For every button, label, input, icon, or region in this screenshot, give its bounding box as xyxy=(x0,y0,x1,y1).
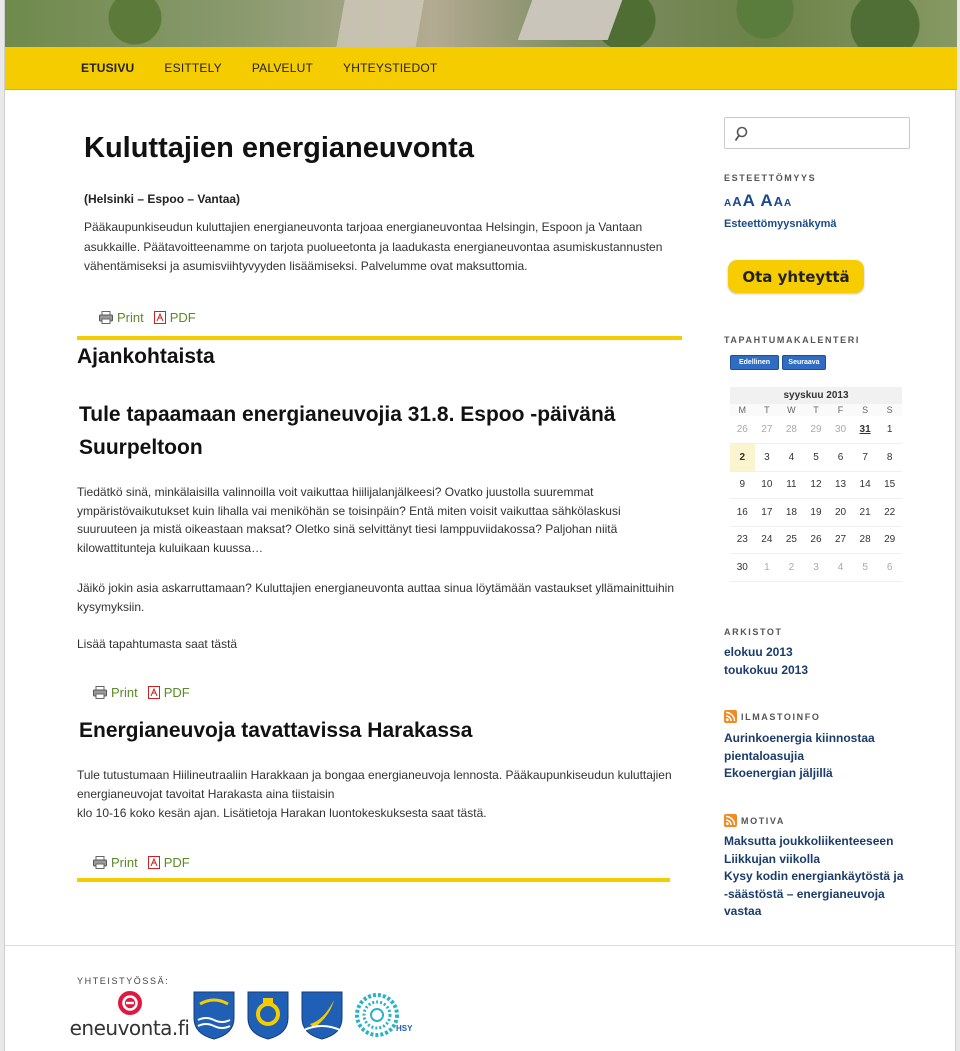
post-2-paragraph-2: klo 10-16 koko kesän ajan. Lisätietoja Harakan luontokeskuksesta saat tästä. xyxy=(77,806,487,820)
helsinki-crest-icon[interactable] xyxy=(192,990,236,1040)
ilmastoinfo-feed xyxy=(724,730,909,783)
archive-link[interactable]: elokuu 2013 xyxy=(724,645,793,659)
pdf-link[interactable] xyxy=(154,310,196,325)
calendar-day-link[interactable]: 31 xyxy=(853,416,878,444)
calendar-day: 14 xyxy=(853,471,878,499)
motiva-feed-title xyxy=(724,814,785,827)
print-label: Print xyxy=(111,685,138,700)
calendar-day: 13 xyxy=(828,471,853,499)
pdf-icon xyxy=(148,856,160,869)
calendar-day: 12 xyxy=(804,471,829,499)
font-size-small[interactable]: A xyxy=(724,198,732,209)
spacing-medium[interactable]: A xyxy=(773,194,784,209)
nav-item-yhteystiedot[interactable]: YHTEYSTIEDOT xyxy=(343,61,438,75)
search-icon xyxy=(734,126,748,142)
motiva-feed xyxy=(724,833,909,921)
partner-logos xyxy=(69,990,418,1040)
calendar-weekday: W xyxy=(779,404,804,416)
calendar-day: 21 xyxy=(853,499,878,527)
feed-item[interactable]: Aurinkoenergia kiinnostaa pientaloasujia xyxy=(724,731,875,763)
calendar-weekday: S xyxy=(877,404,902,416)
calendar-day: 10 xyxy=(755,471,780,499)
calendar-day: 3 xyxy=(755,444,780,472)
contact-button[interactable]: Ota yhteyttä xyxy=(728,260,864,293)
pdf-label: PDF xyxy=(163,685,190,700)
calendar-day: 28 xyxy=(853,526,878,554)
calendar-day: 17 xyxy=(755,499,780,527)
post-1-more-link[interactable]: Lisää tapahtumasta saat tästä xyxy=(77,637,238,651)
calendar-day: 27 xyxy=(828,526,853,554)
archive-link[interactable]: toukokuu 2013 xyxy=(724,662,809,677)
calendar-day: 4 xyxy=(828,554,853,582)
search-input[interactable] xyxy=(724,117,910,149)
post-2-paragraph-1: Tule tutustumaan Hiilineutraaliin Harakkaan ja bongaa energianeuvoja lennosta. Pääkaupunkiseudun kuluttajien energianeuvojat tavoitat Harakasta aina tiistaisin xyxy=(77,768,672,801)
page-subtitle: (Helsinki – Espoo – Vantaa) xyxy=(84,192,241,206)
calendar-day: 29 xyxy=(804,416,829,444)
pdf-label: PDF xyxy=(163,855,190,870)
page xyxy=(4,0,956,1051)
hsy-logo[interactable] xyxy=(354,990,418,1040)
vantaa-crest-icon[interactable] xyxy=(300,990,344,1040)
nav-item-etusivu[interactable]: ETUSIVU xyxy=(81,61,135,75)
event-calendar-title: TAPAHTUMAKALENTERI xyxy=(724,335,860,345)
accessibility-title: ESTEETTÖMYYS xyxy=(724,173,817,183)
calendar-day: 28 xyxy=(779,416,804,444)
rss-icon xyxy=(724,710,737,723)
calendar-day: 9 xyxy=(730,471,755,499)
calendar-day: 11 xyxy=(779,471,804,499)
ilmastoinfo-label[interactable]: ILMASTOINFO xyxy=(741,711,821,722)
calendar-week xyxy=(730,444,902,472)
print-icon xyxy=(93,856,107,869)
header-roof xyxy=(518,0,623,40)
calendar-next-button[interactable]: Seuraava xyxy=(782,355,826,370)
motiva-label[interactable]: MOTIVA xyxy=(741,815,785,826)
calendar-day: 23 xyxy=(730,526,755,554)
calendar-day: 2 xyxy=(730,444,755,472)
calendar-day: 30 xyxy=(730,554,755,582)
main-navigation xyxy=(5,47,957,90)
calendar-day: 26 xyxy=(730,416,755,444)
print-link[interactable] xyxy=(93,685,138,700)
section-divider xyxy=(77,336,682,340)
pdf-link[interactable] xyxy=(148,685,190,700)
eneuvonta-logo[interactable] xyxy=(69,990,190,1040)
calendar-day: 1 xyxy=(755,554,780,582)
calendar-day: 26 xyxy=(804,526,829,554)
post-title-2[interactable]: Energianeuvoja tavattavissa Harakassa xyxy=(79,719,473,742)
calendar-day: 29 xyxy=(877,526,902,554)
calendar-weekday: F xyxy=(828,404,853,416)
calendar-weekday: T xyxy=(755,404,780,416)
pdf-label: PDF xyxy=(169,310,196,325)
calendar-day: 20 xyxy=(828,499,853,527)
espoo-crest-icon[interactable] xyxy=(246,990,290,1040)
eneuvonta-wordmark: eneuvonta.fi xyxy=(69,1016,190,1040)
post-1-paragraph-1: Tiedätkö sinä, minkälaisilla valinnoilla voit vaikuttaa hiilijalanjälkeesi? Ovatko juustolla suuremmat ympäristövaikutukset kuin lihalla vai meniköhän se toisinpäin? Entä miten voisit vaikuttaa sähkölaskusi suuruuteen ja mistä oikeastaan maksat? Oletko sinä selvittänyt tiesi lamppuviidakossa? Paljohan niitä kilowattitunteja kuluikaan kuussa… xyxy=(77,485,621,555)
calendar-day: 3 xyxy=(804,554,829,582)
post-1-tools xyxy=(93,685,190,700)
accessibility-view-link[interactable]: Esteettömyysnäkymä xyxy=(724,218,837,230)
nav-item-esittely[interactable]: ESITTELY xyxy=(164,61,222,75)
ilmastoinfo-feed-title xyxy=(724,710,820,723)
print-label: Print xyxy=(117,310,144,325)
calendar-month: syyskuu 2013 xyxy=(730,387,902,404)
calendar-day: 6 xyxy=(828,444,853,472)
post-1-paragraph-2: Jäikö jokin asia askarruttamaan? Kuluttajien energianeuvonta auttaa sinua löytämään vastaukset yllämainittuihin kysymyksiin. xyxy=(77,581,675,614)
eneuvonta-e-icon xyxy=(117,990,143,1016)
post-2-tools xyxy=(93,855,190,870)
partners-title: YHTEISTYÖSSÄ: xyxy=(77,976,170,986)
calendar-day: 30 xyxy=(828,416,853,444)
calendar-weekday: S xyxy=(853,404,878,416)
font-size-medium[interactable]: A xyxy=(732,194,742,209)
calendar-day: 25 xyxy=(779,526,804,554)
header-road xyxy=(305,0,495,47)
post-divider xyxy=(77,878,670,882)
font-size-switcher xyxy=(724,191,792,211)
font-size-large[interactable]: A xyxy=(742,191,755,210)
pdf-icon xyxy=(148,686,160,699)
calendar-week xyxy=(730,416,902,444)
calendar-day: 24 xyxy=(755,526,780,554)
calendar-weekday: T xyxy=(804,404,829,416)
hsy-label: HSY xyxy=(396,1024,413,1033)
page-title: Kuluttajien energianeuvonta xyxy=(84,132,474,164)
feed-item[interactable]: Liikkujan viikolla xyxy=(724,851,821,866)
section-title: Ajankohtaista xyxy=(77,345,215,368)
calendar-day: 5 xyxy=(853,554,878,582)
print-link[interactable] xyxy=(99,310,144,325)
calendar-day: 15 xyxy=(877,471,902,499)
calendar-day: 27 xyxy=(755,416,780,444)
feed-item[interactable]: Ekoenergian jäljillä xyxy=(724,766,833,780)
intro-text: Pääkaupunkiseudun kuluttajien energianeuvonta tarjoaa energianeuvontaa Helsingin, Espoon ja Vantaan asukkaille. Päätavoitteenamme on tarjota puolueetonta ja laadukasta energianeuvontaa asumiskustannusten vähentämiseksi ja asumisviihtyvyyden lisäämiseksi. Palvelumme ovat maksuttomia. xyxy=(84,220,663,273)
archives-title: ARKISTOT xyxy=(724,627,783,637)
calendar-nav xyxy=(730,355,826,370)
calendar-week xyxy=(730,471,902,499)
feed-item[interactable]: Maksutta joukkoliikenteeseen xyxy=(724,834,894,848)
calendar-day: 18 xyxy=(779,499,804,527)
rss-icon xyxy=(724,814,737,827)
post-title-1[interactable]: Tule tapaamaan energianeuvojia 31.8. Espoo -päivänä Suurpeltoon xyxy=(79,403,616,459)
feed-item[interactable]: Kysy kodin energiankäytöstä ja -säästöstä – energianeuvoja vastaa xyxy=(724,869,904,918)
calendar-day: 5 xyxy=(804,444,829,472)
calendar-days xyxy=(730,416,902,581)
calendar-day: 19 xyxy=(804,499,829,527)
calendar-day: 6 xyxy=(877,554,902,582)
calendar-day: 2 xyxy=(779,554,804,582)
print-icon xyxy=(93,686,107,699)
calendar-prev-button[interactable]: Edellinen xyxy=(730,355,779,370)
spacing-large[interactable]: A xyxy=(760,191,773,210)
print-label: Print xyxy=(111,855,138,870)
calendar-day: 1 xyxy=(877,416,902,444)
calendar-week xyxy=(730,499,902,527)
calendar-day: 22 xyxy=(877,499,902,527)
calendar-day: 16 xyxy=(730,499,755,527)
calendar-day: 8 xyxy=(877,444,902,472)
calendar-week xyxy=(730,526,902,554)
calendar-day: 4 xyxy=(779,444,804,472)
event-calendar xyxy=(730,387,902,582)
spacing-small[interactable]: A xyxy=(784,198,792,209)
print-icon xyxy=(99,311,113,324)
footer-divider xyxy=(5,945,957,946)
pdf-icon xyxy=(154,311,166,324)
pdf-link[interactable] xyxy=(148,855,190,870)
archives-list xyxy=(724,644,909,679)
page-tools xyxy=(99,310,196,325)
nav-item-palvelut[interactable]: PALVELUT xyxy=(251,61,314,75)
print-link[interactable] xyxy=(93,855,138,870)
calendar-day: 7 xyxy=(853,444,878,472)
header-aerial-photo xyxy=(5,0,957,47)
calendar-week xyxy=(730,554,902,582)
calendar-weekday: M xyxy=(730,404,755,416)
calendar-weekdays xyxy=(730,404,902,416)
